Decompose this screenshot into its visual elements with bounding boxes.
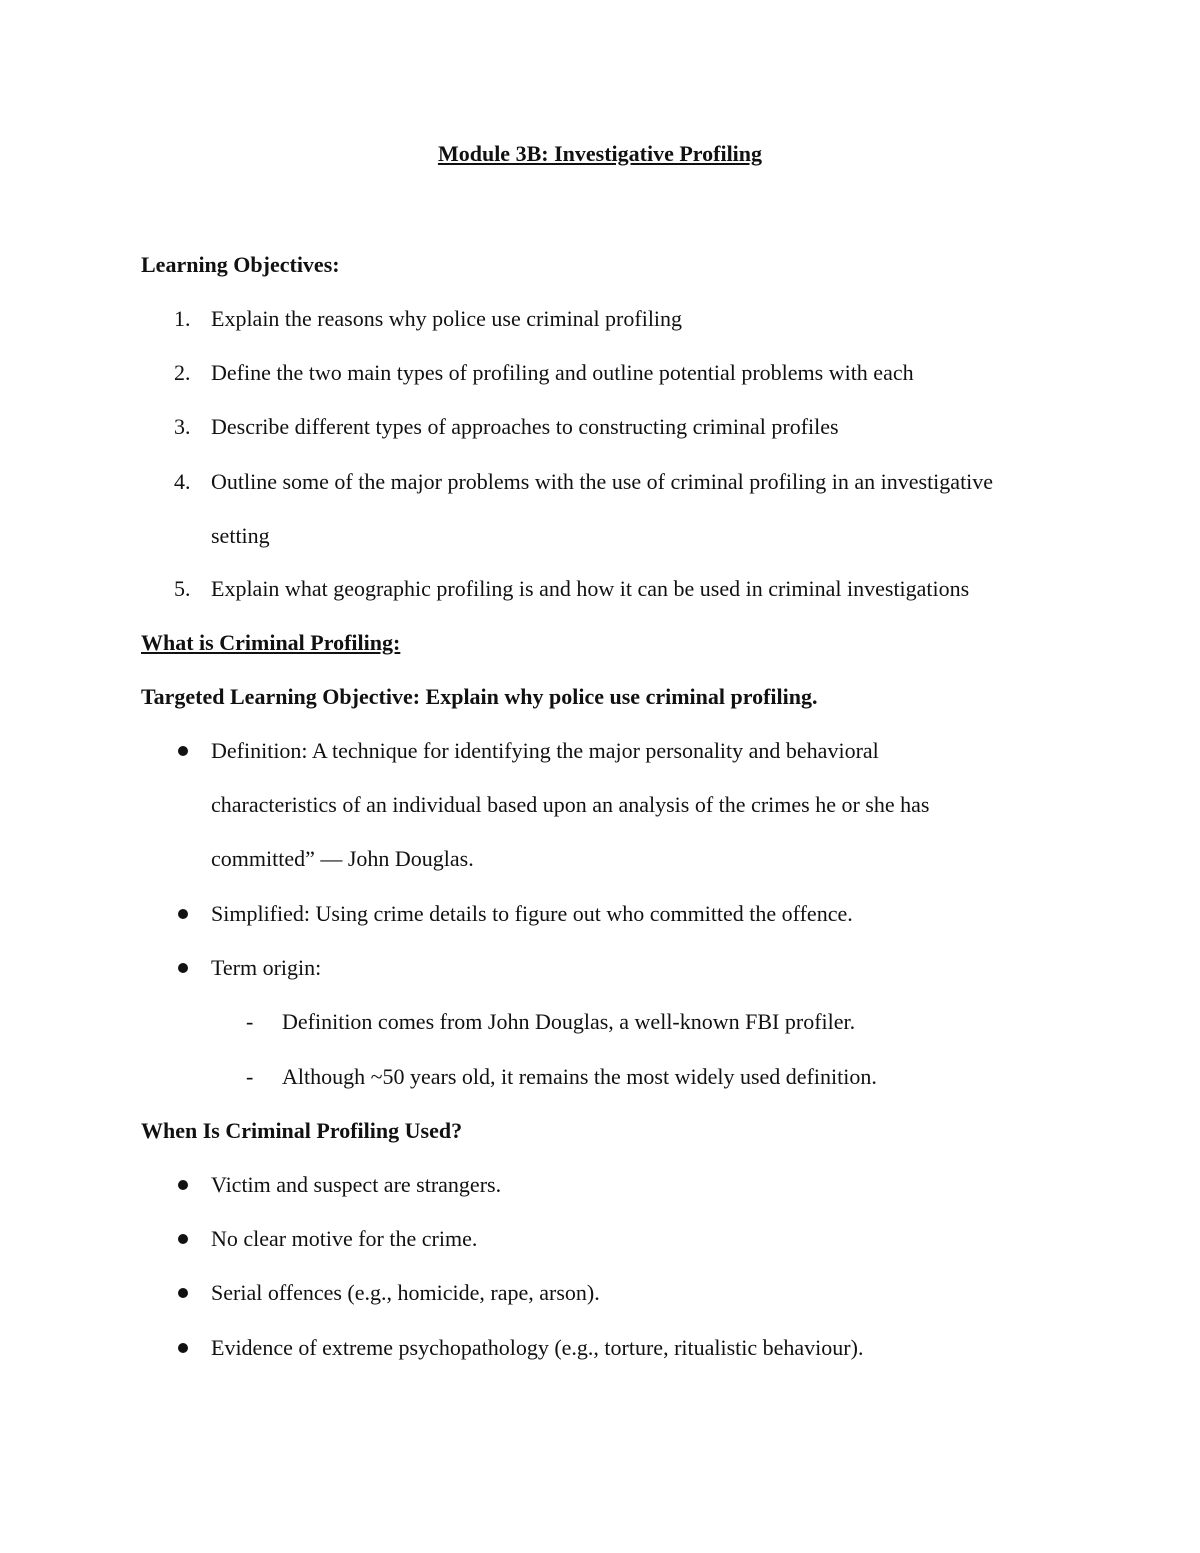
section-heading-what: What is Criminal Profiling:: [141, 630, 401, 655]
objective-text: Outline some of the major problems with the use of criminal profiling in an investigative: [211, 469, 994, 494]
bullet-dot: [178, 1234, 188, 1244]
bullet-dot: [178, 909, 188, 919]
objective-number: 4.: [174, 469, 191, 494]
sub-bullet-dash: -: [246, 1009, 254, 1034]
bullet-text-continued: committed” — John Douglas.: [211, 846, 474, 871]
objective-number: 2.: [174, 360, 191, 385]
bullet-dot: [178, 1288, 188, 1298]
bullet-text-continued: characteristics of an individual based upon an analysis of the crimes he or she has: [211, 792, 930, 817]
section-heading-when: When Is Criminal Profiling Used?: [141, 1118, 463, 1143]
bullet-text: Evidence of extreme psychopathology (e.g., torture, ritualistic behaviour).: [211, 1335, 864, 1360]
bullet-dot: [178, 963, 188, 973]
targeted-objective: Targeted Learning Objective: Explain why police use criminal profiling.: [141, 684, 818, 709]
objective-text: Describe different types of approaches to constructing criminal profiles: [211, 414, 839, 439]
learning-objectives-heading: Learning Objectives:: [141, 252, 340, 277]
bullet-dot: [178, 1343, 188, 1353]
bullet-text: Serial offences (e.g., homicide, rape, arson).: [211, 1280, 600, 1305]
objective-number: 5.: [174, 576, 191, 601]
objective-number: 3.: [174, 414, 191, 439]
objective-text: Explain what geographic profiling is and how it can be used in criminal investigations: [211, 576, 970, 601]
objective-text: Explain the reasons why police use criminal profiling: [211, 306, 683, 331]
objective-text: Define the two main types of profiling and outline potential problems with each: [211, 360, 914, 385]
sub-bullet-text: Definition comes from John Douglas, a well-known FBI profiler.: [282, 1009, 856, 1034]
objective-number: 1.: [174, 306, 191, 331]
bullet-text: Term origin:: [211, 955, 322, 980]
bullet-text: No clear motive for the crime.: [211, 1226, 478, 1251]
sub-bullet-dash: -: [246, 1064, 254, 1089]
bullet-text: Simplified: Using crime details to figure out who committed the offence.: [211, 901, 853, 926]
objective-text-continued: setting: [211, 523, 270, 548]
bullet-text: Victim and suspect are strangers.: [211, 1172, 502, 1197]
page-title: Module 3B: Investigative Profiling: [437, 141, 763, 166]
bullet-dot: [178, 746, 188, 756]
bullet-text: Definition: A technique for identifying the major personality and behavioral: [211, 738, 879, 763]
sub-bullet-text: Although ~50 years old, it remains the most widely used definition.: [282, 1064, 877, 1089]
bullet-dot: [178, 1180, 188, 1190]
